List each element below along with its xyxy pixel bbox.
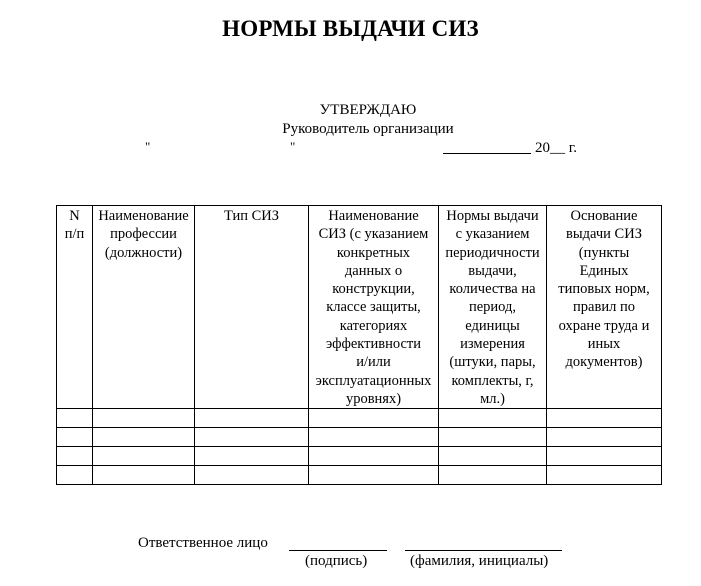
table-cell — [309, 447, 439, 466]
responsible-person-label: Ответственное лицо — [138, 535, 268, 551]
table-cell — [547, 428, 662, 447]
table-cell — [195, 466, 309, 485]
table-cell — [57, 409, 93, 428]
table-cell — [57, 428, 93, 447]
table-row — [57, 466, 662, 485]
approval-year: 20__ г. — [535, 140, 577, 156]
approval-date-line — [443, 153, 531, 154]
table-cell — [195, 428, 309, 447]
header-ppe-type: Тип СИЗ — [195, 206, 309, 409]
document-title: НОРМЫ ВЫДАЧИ СИЗ — [222, 16, 479, 41]
table-row — [57, 409, 662, 428]
signature-caption: (подпись) — [305, 553, 368, 569]
table-cell — [439, 409, 547, 428]
header-issue-norms: Нормы выдачи с указанием периодичности выдачи, количества на период, единицы измерения (штуки, пары, комплекты, г, мл.) — [439, 206, 547, 409]
approval-quote-close: " — [290, 139, 296, 154]
table-cell — [439, 447, 547, 466]
name-caption: (фамилия, инициалы) — [410, 553, 549, 569]
approval-quote-open: " — [145, 139, 151, 154]
signature-line — [289, 550, 387, 551]
table-row — [57, 428, 662, 447]
table-cell — [309, 428, 439, 447]
table-cell — [309, 466, 439, 485]
table-cell — [547, 409, 662, 428]
name-line — [405, 550, 562, 551]
table-row — [57, 447, 662, 466]
table-cell — [439, 466, 547, 485]
norms-table — [56, 205, 662, 485]
header-ppe-name: Наименование СИЗ (с указанием конкретных данных о конструкции, классе защиты, категориях эффективности и/или эксплуатационных уровнях) — [309, 206, 439, 409]
table-cell — [195, 409, 309, 428]
table-cell — [439, 428, 547, 447]
table-cell — [93, 428, 195, 447]
header-profession: Наименование профессии (должности) — [93, 206, 195, 409]
table-cell — [93, 409, 195, 428]
table-cell — [547, 466, 662, 485]
table-cell — [547, 447, 662, 466]
table-header-row — [57, 206, 662, 409]
header-number: N п/п — [57, 206, 93, 409]
table-cell — [93, 466, 195, 485]
table-cell — [195, 447, 309, 466]
table-cell — [309, 409, 439, 428]
header-basis: Основание выдачи СИЗ (пункты Единых типовых норм, правил по охране труда и иных документов) — [547, 206, 662, 409]
table-cell — [57, 466, 93, 485]
table-cell — [57, 447, 93, 466]
approval-heading: УТВЕРЖДАЮ — [319, 102, 417, 118]
table-cell — [93, 447, 195, 466]
approval-position: Руководитель организации — [282, 121, 454, 137]
